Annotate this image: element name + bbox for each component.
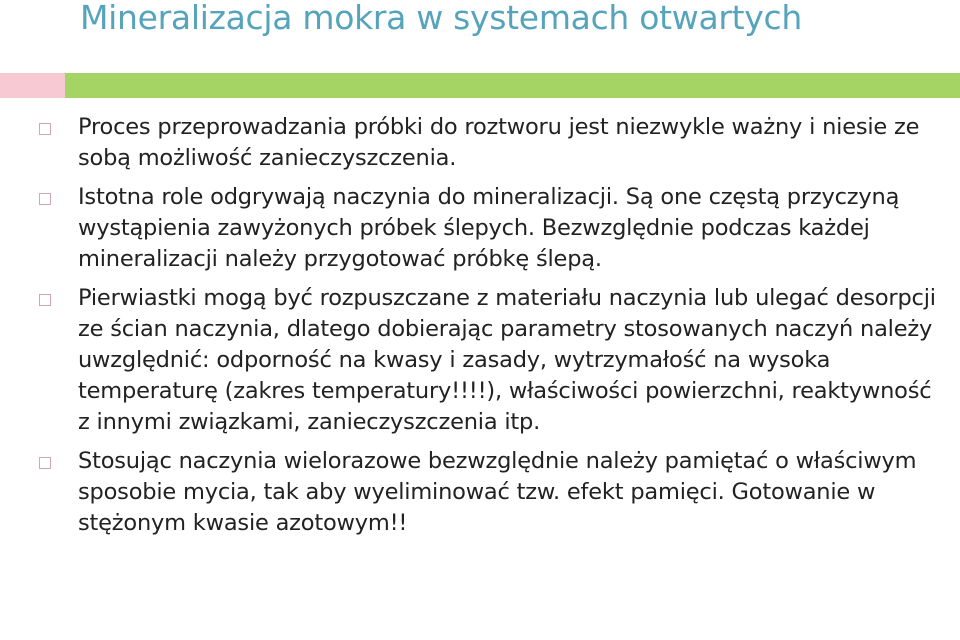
bullet-text-4: Stosując naczynia wielorazowe bezwzględnie należy pamiętać o właściwym sposobie mycia, tak aby wyeliminować tzw. efekt pamięci. Gotowanie w stężonym kwasie azotowym!! [78, 448, 917, 536]
bullet-text-1: Proces przeprowadzania próbki do roztworu jest niezwykle ważny i niesie ze sobą możliwość zanieczyszczenia. [78, 114, 920, 171]
hollow-square-bullet-icon [39, 457, 51, 469]
bullet-item-2 [0, 182, 960, 275]
bullet-text-3: Pierwiastki mogą być rozpuszczane z materiału naczynia lub ulegać desorpcji ze ścian naczynia, dlatego dobierając parametry stosowanych naczyń należy uwzględnić: odporność na kwasy i zasady, wytrzymałość na wysoka temperaturę (zakres temperatury!!!!), właściwości powierzchni, reaktywność z innymi związkami, zanieczyszczenia itp. [78, 285, 936, 435]
bullet-item-3 [0, 283, 960, 438]
bullet-list [0, 112, 960, 539]
hollow-square-bullet-icon [39, 123, 51, 135]
hollow-square-bullet-icon [39, 193, 51, 205]
accent-bar-pink [0, 73, 65, 98]
hollow-square-bullet-icon [39, 294, 51, 306]
accent-bar-green [65, 73, 960, 98]
slide-title: Mineralizacja mokra w systemach otwartych [80, 0, 802, 37]
bullet-text-2: Istotna role odgrywają naczynia do mineralizacji. Są one częstą przyczyną wystąpienia zawyżonych próbek ślepych. Bezwzględnie podczas każdej mineralizacji należy przygotować próbkę ślepą. [78, 184, 900, 272]
bullet-item-4 [0, 446, 960, 539]
bullet-item-1 [0, 112, 960, 174]
